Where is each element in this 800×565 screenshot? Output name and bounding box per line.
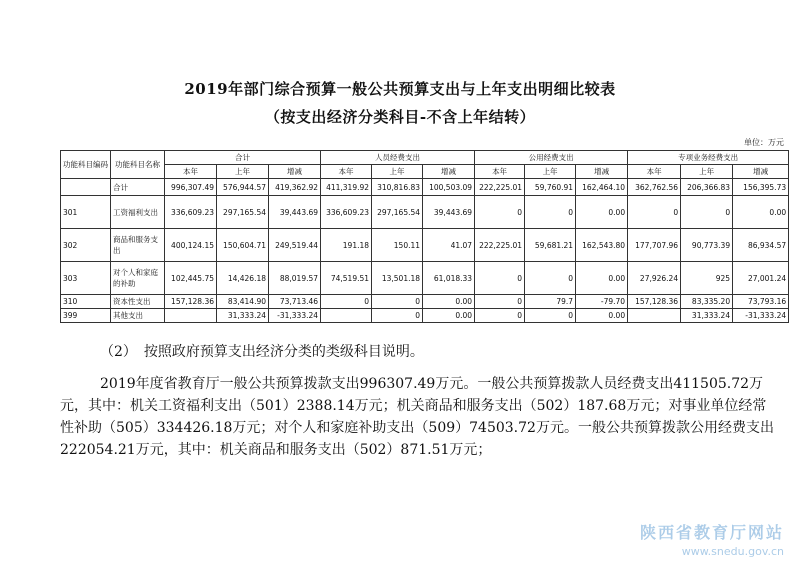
row-value: 83,414.90 bbox=[217, 295, 269, 309]
sub-header-current: 本年 bbox=[165, 165, 217, 179]
row-value: 925 bbox=[681, 262, 733, 295]
row-value: 222,225.01 bbox=[475, 229, 525, 262]
row-name: 商品和服务支出 bbox=[111, 229, 165, 262]
site-watermark bbox=[640, 520, 784, 558]
row-value: 0 bbox=[475, 262, 525, 295]
header-personnel: 人员经费支出 bbox=[321, 151, 475, 165]
row-value: 0.00 bbox=[576, 262, 628, 295]
row-value: 177,707.96 bbox=[628, 229, 681, 262]
row-value: 0 bbox=[525, 262, 576, 295]
row-value: 362,762.56 bbox=[628, 179, 681, 196]
row-code: 301 bbox=[61, 196, 111, 229]
paragraph-heading: （2） 按照政府预算支出经济分类的类级科目说明。 bbox=[100, 344, 424, 360]
row-value: 162,543.80 bbox=[576, 229, 628, 262]
table-row bbox=[61, 229, 789, 262]
row-value: 411,319.92 bbox=[321, 179, 372, 196]
row-value: 88,019.57 bbox=[269, 262, 321, 295]
row-value: 157,128.36 bbox=[165, 295, 217, 309]
row-value: 31,333.24 bbox=[217, 309, 269, 323]
row-value: 336,609.23 bbox=[321, 196, 372, 229]
row-value: 0 bbox=[628, 196, 681, 229]
row-value: 0.00 bbox=[576, 196, 628, 229]
sub-header-change: 增减 bbox=[576, 165, 628, 179]
table-row bbox=[61, 179, 789, 196]
row-value: -31,333.24 bbox=[269, 309, 321, 323]
row-value: 27,926.24 bbox=[628, 262, 681, 295]
header-special: 专项业务经费支出 bbox=[628, 151, 789, 165]
row-value: 297,165.54 bbox=[372, 196, 423, 229]
unit-label: 单位：万元 bbox=[744, 138, 784, 147]
table-row bbox=[61, 295, 789, 309]
row-code: 303 bbox=[61, 262, 111, 295]
watermark-url: www.snedu.gov.cn bbox=[681, 545, 784, 558]
row-value: 162,464.10 bbox=[576, 179, 628, 196]
sub-header-change: 增减 bbox=[269, 165, 321, 179]
header-name: 功能科目名称 bbox=[111, 151, 165, 179]
row-value: 73,793.16 bbox=[733, 295, 789, 309]
header-code: 功能科目编码 bbox=[61, 151, 111, 179]
row-value: 996,307.49 bbox=[165, 179, 217, 196]
row-value: 191.18 bbox=[321, 229, 372, 262]
sub-header-change: 增减 bbox=[733, 165, 789, 179]
page-subtitle: （按支出经济分类科目-不含上年结转） bbox=[264, 108, 536, 126]
row-value: 27,001.24 bbox=[733, 262, 789, 295]
row-name: 资本性支出 bbox=[111, 295, 165, 309]
row-value: 83,335.20 bbox=[681, 295, 733, 309]
row-value: 157,128.36 bbox=[628, 295, 681, 309]
row-value: 0 bbox=[681, 196, 733, 229]
sub-header-change: 增减 bbox=[423, 165, 475, 179]
table-row bbox=[61, 309, 789, 323]
row-value bbox=[628, 309, 681, 323]
row-value: 576,944.57 bbox=[217, 179, 269, 196]
row-value: 0 bbox=[525, 309, 576, 323]
page-title: 2019年部门综合预算一般公共预算支出与上年支出明细比较表 bbox=[184, 80, 616, 98]
row-value: -31,333.24 bbox=[733, 309, 789, 323]
row-value: 0.00 bbox=[733, 196, 789, 229]
row-value: 336,609.23 bbox=[165, 196, 217, 229]
row-value: 0 bbox=[475, 309, 525, 323]
sub-header-current: 本年 bbox=[475, 165, 525, 179]
sub-header-previous: 上年 bbox=[525, 165, 576, 179]
row-value: 86,934.57 bbox=[733, 229, 789, 262]
row-value: 150,604.71 bbox=[217, 229, 269, 262]
row-value: 0.00 bbox=[576, 309, 628, 323]
row-value: 74,519.51 bbox=[321, 262, 372, 295]
header-total: 合计 bbox=[165, 151, 321, 165]
paragraph-body: 2019年度省教育厅一般公共预算拨款支出996307.49万元。一般公共预算拨款人员经费支出411505.72万元，其中：机关工资福利支出（501）2388.14万元；机关商品和服务支出（502）187.68万元；对事业单位经常性补助（505）334426.18万元；对个人和家庭补助支出（509）74503.72万元。一般公共预算拨款公用经费支出222054.21万元，其中：机关商品和服务支出（502）871.51万元； bbox=[60, 376, 774, 458]
row-value: 419,362.92 bbox=[269, 179, 321, 196]
row-name: 工资福利支出 bbox=[111, 196, 165, 229]
row-value bbox=[321, 309, 372, 323]
row-value: 400,124.15 bbox=[165, 229, 217, 262]
row-name: 对个人和家庭的补助 bbox=[111, 262, 165, 295]
header-public: 公用经费支出 bbox=[475, 151, 628, 165]
row-value: 39,443.69 bbox=[269, 196, 321, 229]
row-value: 206,366.83 bbox=[681, 179, 733, 196]
budget-comparison-table bbox=[60, 150, 789, 323]
row-value: 0 bbox=[372, 309, 423, 323]
row-value: 102,445.75 bbox=[165, 262, 217, 295]
row-value: 150.11 bbox=[372, 229, 423, 262]
row-value: 156,395.73 bbox=[733, 179, 789, 196]
row-value: 249,519.44 bbox=[269, 229, 321, 262]
row-value: 41.07 bbox=[423, 229, 475, 262]
row-value: 297,165.54 bbox=[217, 196, 269, 229]
row-value: -79.70 bbox=[576, 295, 628, 309]
row-value: 0 bbox=[525, 196, 576, 229]
sub-header-previous: 上年 bbox=[217, 165, 269, 179]
row-code: 399 bbox=[61, 309, 111, 323]
row-value: 13,501.18 bbox=[372, 262, 423, 295]
row-code bbox=[61, 179, 111, 196]
row-value: 100,503.09 bbox=[423, 179, 475, 196]
row-value: 39,443.69 bbox=[423, 196, 475, 229]
row-value bbox=[165, 309, 217, 323]
sub-header-previous: 上年 bbox=[372, 165, 423, 179]
row-value: 0.00 bbox=[423, 309, 475, 323]
row-value: 79.7 bbox=[525, 295, 576, 309]
table-row bbox=[61, 262, 789, 295]
row-value: 0 bbox=[475, 196, 525, 229]
row-code: 310 bbox=[61, 295, 111, 309]
row-value: 59,681.21 bbox=[525, 229, 576, 262]
row-code: 302 bbox=[61, 229, 111, 262]
row-value: 0 bbox=[372, 295, 423, 309]
sub-header-previous: 上年 bbox=[681, 165, 733, 179]
row-value: 90,773.39 bbox=[681, 229, 733, 262]
row-value: 0.00 bbox=[423, 295, 475, 309]
row-value: 31,333.24 bbox=[681, 309, 733, 323]
row-value: 61,018.33 bbox=[423, 262, 475, 295]
row-value: 310,816.83 bbox=[372, 179, 423, 196]
row-value: 222,225.01 bbox=[475, 179, 525, 196]
row-value: 73,713.46 bbox=[269, 295, 321, 309]
sub-header-current: 本年 bbox=[321, 165, 372, 179]
row-value: 0 bbox=[475, 295, 525, 309]
row-value: 14,426.18 bbox=[217, 262, 269, 295]
watermark-name: 陕西省教育厅网站 bbox=[639, 523, 784, 542]
row-value: 0 bbox=[321, 295, 372, 309]
row-name: 合计 bbox=[111, 179, 165, 196]
table-row bbox=[61, 196, 789, 229]
row-name: 其他支出 bbox=[111, 309, 165, 323]
row-value: 59,760.91 bbox=[525, 179, 576, 196]
sub-header-current: 本年 bbox=[628, 165, 681, 179]
